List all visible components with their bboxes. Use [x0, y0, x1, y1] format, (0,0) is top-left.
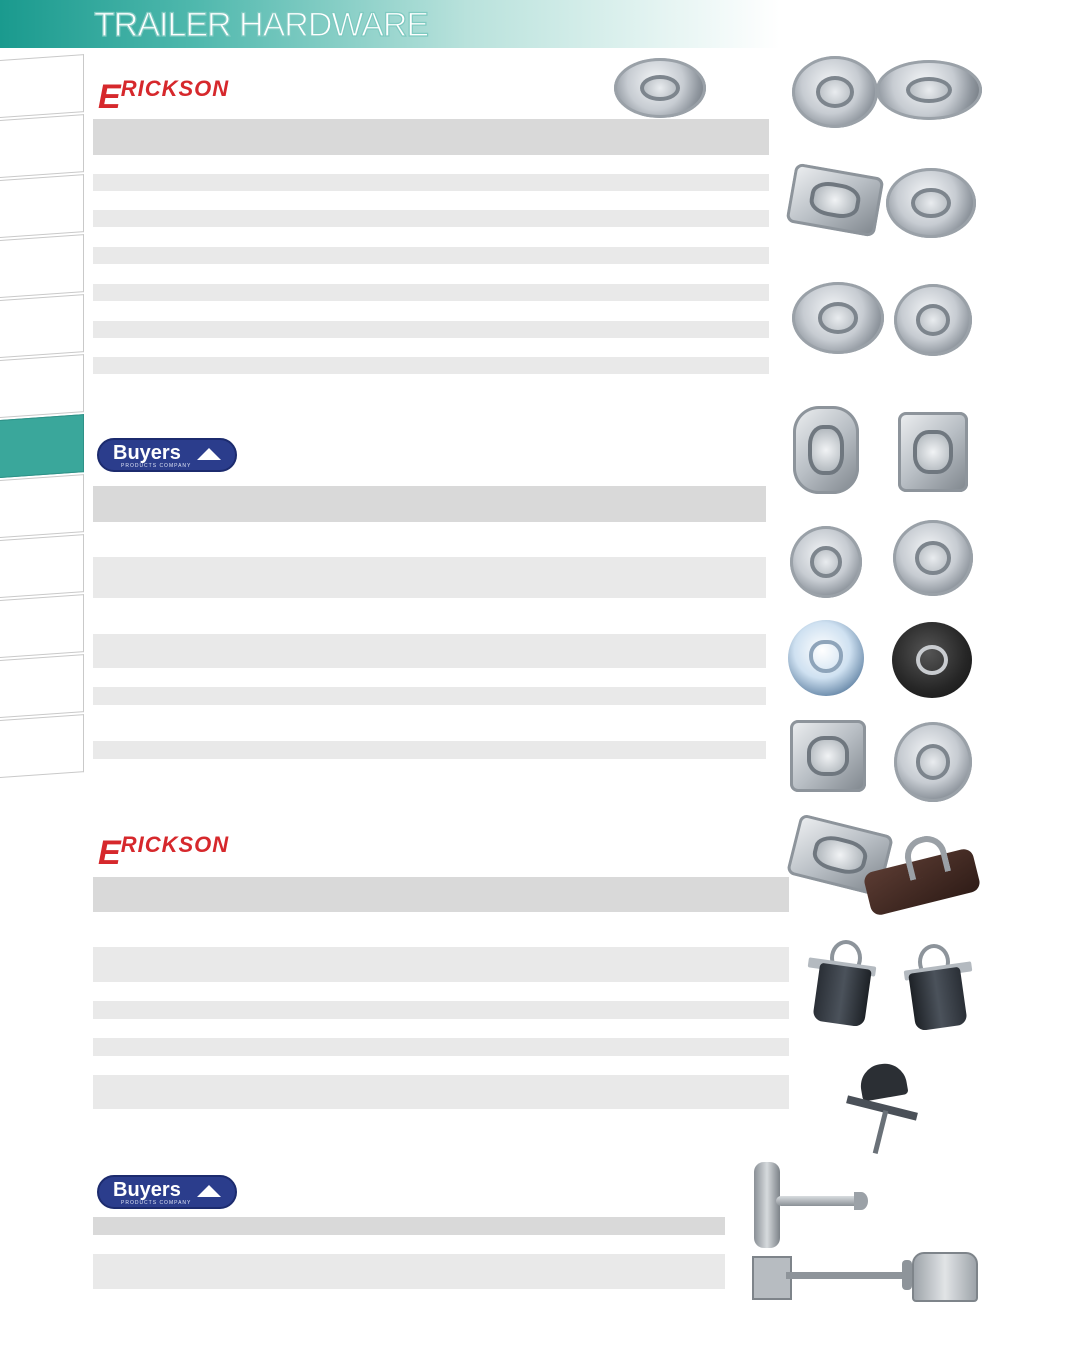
buyers-logo-word: Buyers: [113, 442, 181, 464]
stake-pocket-tie-down-icon: [902, 944, 972, 1034]
buyers-logo-mark-icon: [197, 448, 221, 460]
rotating-recessed-ring-icon: [894, 284, 972, 356]
round-recessed-ring-icon: [790, 526, 862, 598]
square-recessed-ring-icon: [785, 163, 884, 238]
table-row: [93, 210, 769, 227]
stake-pocket-tie-down-icon: [808, 940, 878, 1032]
door-hook-arm: [776, 1196, 860, 1206]
erickson-logo-initial: E: [98, 834, 121, 872]
buyers-logo: [97, 1175, 237, 1209]
table-header-row: [93, 877, 789, 912]
stake-cup: [908, 967, 968, 1032]
buyers-logo-mark-icon: [197, 1185, 221, 1197]
table-row: [93, 741, 766, 759]
table-row: [93, 947, 789, 982]
erickson-logo-initial: E: [98, 78, 121, 116]
sidebar-tab-2[interactable]: [0, 114, 84, 178]
erickson-logo-text: RICKSON: [120, 832, 230, 857]
table-row: [93, 1075, 789, 1109]
table-row: [93, 1254, 725, 1289]
table-row: [93, 687, 766, 705]
sidebar-tab-5[interactable]: [0, 294, 84, 358]
door-holder-keeper: [912, 1252, 978, 1302]
sidebar-tab-9[interactable]: [0, 534, 84, 598]
buyers-logo-word: Buyers: [113, 1179, 181, 1201]
oval-recessed-ring-icon: [886, 168, 976, 238]
door-holder-end: [902, 1260, 912, 1290]
stake-cup: [812, 963, 872, 1028]
sidebar-tab-8[interactable]: [0, 474, 84, 538]
table-row: [93, 174, 769, 191]
round-recessed-ring-icon: [788, 620, 864, 696]
table-row: [93, 247, 769, 264]
sidebar-tab-11[interactable]: [0, 654, 84, 718]
table-header-row: [93, 486, 766, 522]
door-hook-base: [754, 1162, 780, 1248]
erickson-logo: [98, 832, 258, 872]
table-row: [93, 321, 769, 338]
table-header-row: [93, 119, 769, 155]
oval-recessed-ring-icon: [876, 60, 982, 120]
sidebar-tab-7-active[interactable]: [0, 414, 84, 478]
door-holder-icon: [752, 1256, 976, 1300]
clip-pin: [873, 1110, 888, 1154]
oval-recessed-ring-icon: [792, 282, 884, 354]
buyers-logo: [97, 438, 237, 472]
square-recessed-ring-icon: [898, 412, 968, 492]
buyers-logo-sub: PRODUCTS COMPANY: [121, 463, 192, 469]
round-recessed-ring-icon: [892, 622, 972, 698]
rope-hook-clip-icon: [846, 1064, 920, 1156]
table-row: [93, 634, 766, 668]
table-row: [93, 1001, 789, 1019]
round-recessed-ring-icon: [893, 520, 973, 596]
rotating-recessed-ring-icon: [894, 722, 972, 802]
hinged-recessed-ring-icon: [793, 406, 859, 494]
sidebar-tab-3[interactable]: [0, 174, 84, 238]
table-row: [93, 1038, 789, 1056]
sidebar-tab-4[interactable]: [0, 234, 84, 298]
buyers-logo-sub: PRODUCTS COMPANY: [121, 1200, 192, 1206]
door-hook-tip: [854, 1192, 868, 1210]
erickson-logo-text: RICKSON: [120, 76, 230, 101]
clip-top: [857, 1060, 908, 1101]
square-recessed-ring-icon: [790, 720, 866, 792]
sidebar-tab-1[interactable]: [0, 54, 84, 118]
page-title: TRAILER HARDWARE: [94, 6, 429, 44]
sidebar-tab-6[interactable]: [0, 354, 84, 418]
sidebar-tab-10[interactable]: [0, 594, 84, 658]
table-row: [93, 284, 769, 301]
sidebar-tab-12[interactable]: [0, 714, 84, 778]
table-row: [93, 357, 769, 374]
recessed-ring-header-icon: [614, 58, 706, 118]
table-row: [93, 557, 766, 598]
table-header-row: [93, 1217, 725, 1235]
erickson-logo: [98, 76, 258, 116]
door-holder-rod: [786, 1272, 906, 1279]
round-recessed-ring-icon: [792, 56, 878, 128]
door-hook-icon: [754, 1162, 870, 1250]
